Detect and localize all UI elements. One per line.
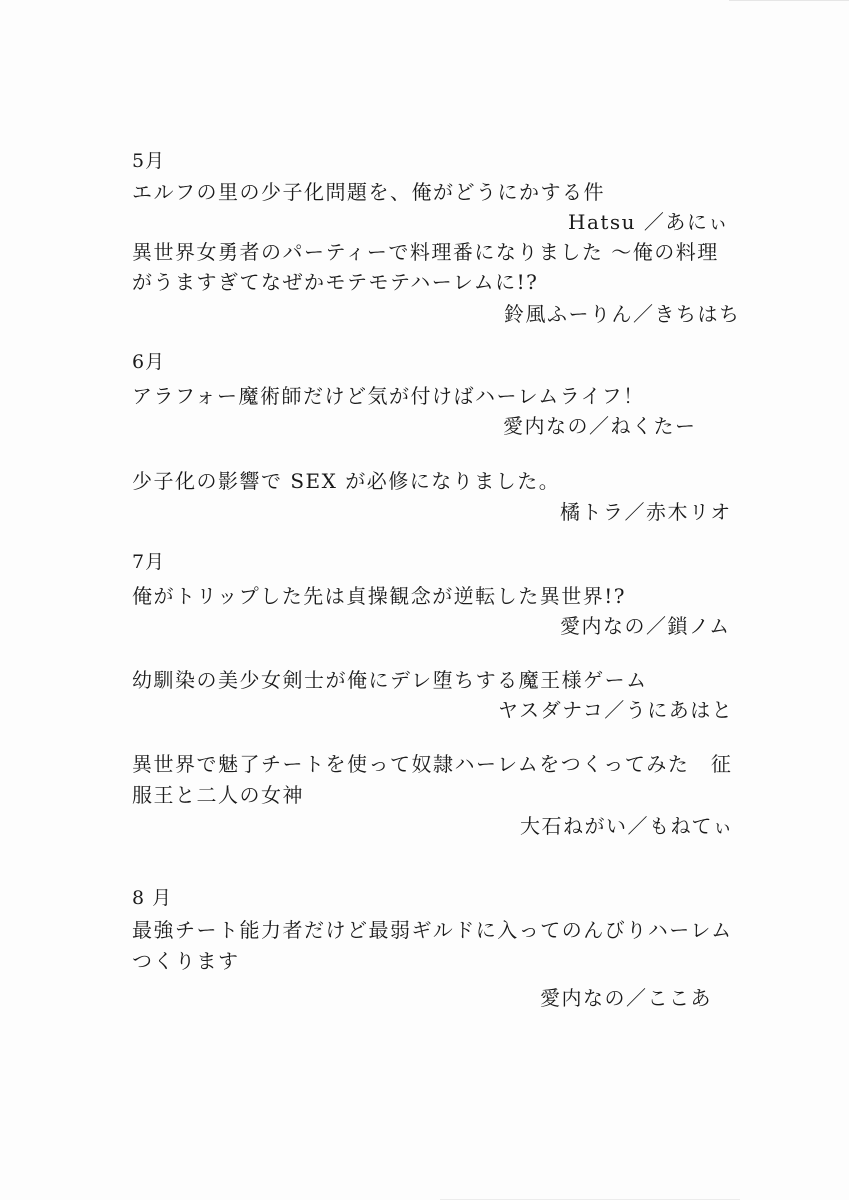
title-line: 少子化の影響で SEX が必修になりました。	[132, 469, 561, 493]
author-credit: 橘トラ／赤木リオ	[560, 500, 732, 524]
title-line: がうますぎてなぜかモテモテハーレムに!?	[132, 270, 539, 294]
author-credit: 大石ねがい／もねてぃ	[520, 814, 735, 838]
title-line: つくります	[132, 949, 240, 973]
author-credit: 愛内なの／ここあ	[540, 986, 712, 1010]
author-credit: 鈴風ふーりん／きちはち	[504, 302, 741, 326]
month-heading-july: 7月	[132, 551, 166, 573]
month-heading-august: 8 月	[132, 887, 173, 909]
title-line: 異世界女勇者のパーティーで料理番になりました ～俺の料理	[132, 240, 719, 264]
scan-edge-mark-bottom	[440, 1193, 740, 1200]
title-line: 服王と二人の女神	[132, 783, 304, 807]
month-heading-june: 6月	[132, 351, 166, 373]
scan-edge-mark	[729, 0, 849, 9]
title-line: 異世界で魅了チートを使って奴隷ハーレムをつくってみた 征	[132, 752, 733, 776]
title-line: 幼馴染の美少女剣士が俺にデレ堕ちする魔王様ゲーム	[132, 668, 648, 692]
title-line: アラフォー魔術師だけど気が付けばハーレムライフ！	[132, 384, 645, 408]
author-credit: Hatsu ／あにぃ	[568, 210, 730, 234]
title-line: エルフの里の少子化問題を、俺がどうにかする件	[132, 180, 605, 204]
title-line: 俺がトリップした先は貞操観念が逆転した異世界!?	[132, 584, 626, 608]
author-credit: 愛内なの／鎖ノム	[560, 614, 731, 638]
month-heading-may: 5月	[132, 150, 166, 172]
author-credit: ヤスダナコ／うにあはと	[498, 698, 734, 722]
author-credit: 愛内なの／ねくたー	[503, 414, 697, 438]
title-line: 最強チート能力者だけど最弱ギルドに入ってのんびりハーレム	[132, 918, 733, 942]
